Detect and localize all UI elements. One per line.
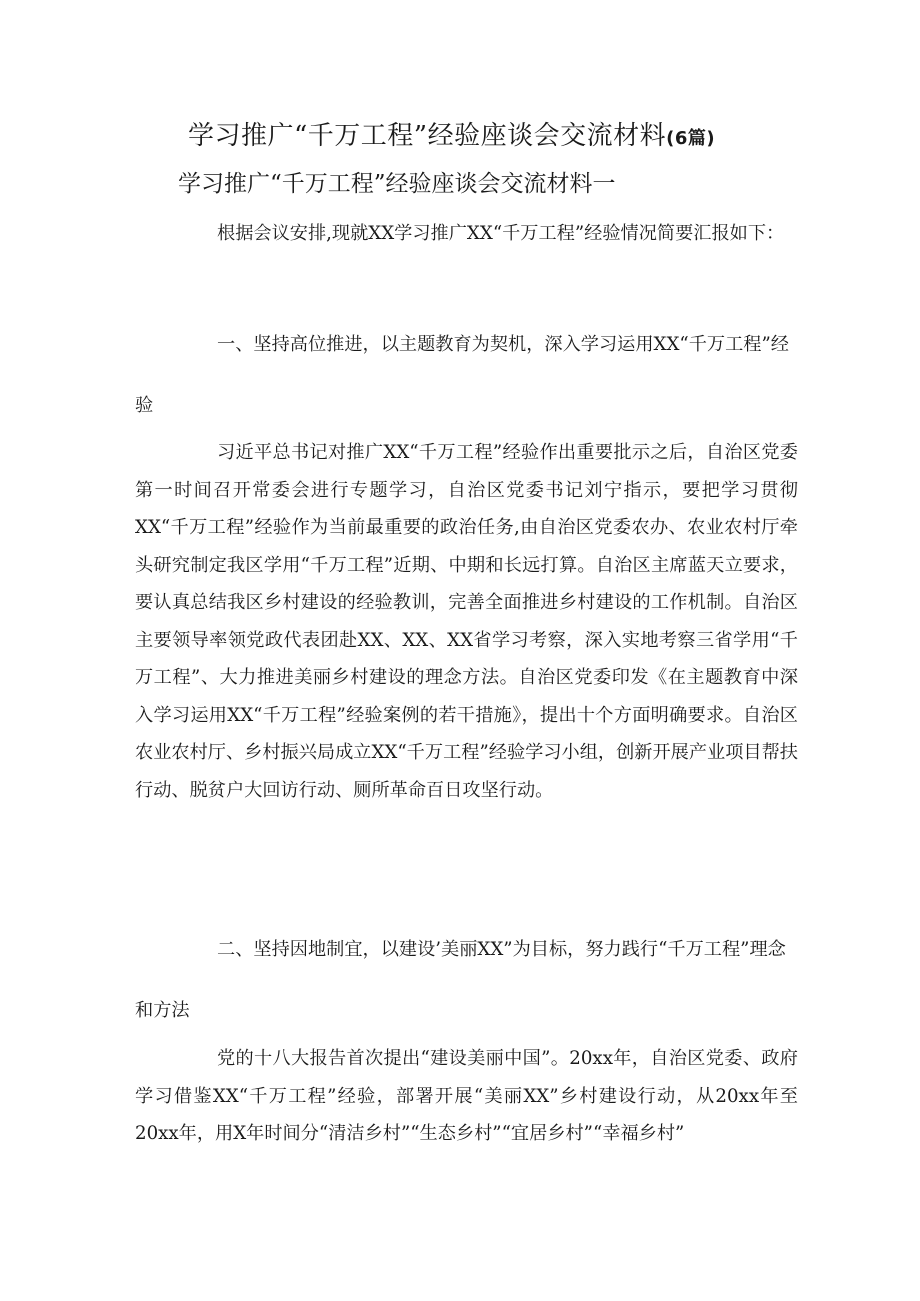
section-2-body: 党的十八大报告首次提出“建设美丽中国”。20xx年，自治区党委、政府学习借鉴XX“千万工程”经验，部署开展“美丽XX”乡村建设行动，从20xx年至20xx年，用X年时间分“清洁乡村”“生态乡村”“宜居乡村”“幸福乡村” [135, 1048, 798, 1144]
section-1-body: 习近平总书记对推广XX“千万工程”经验作出重要批示之后，自治区党委第一时间召开常委会进行专题学习，自治区党委书记刘宁指示，要把学习贯彻XX“千万工程”经验作为当前最重要的政治任务,由自治区党委农办、农业农村厅牵头研究制定我区学用“千万工程”近期、中期和长远打算。自治区主席蓝天立要求，要认真总结我区乡村建设的经验教训，完善全面推进乡村建设的工作机制。自治区主要领导率领党政代表团赴XX、XX、XX省学习考察，深入实地考察三省学用“千万工程”、大力推进美丽乡村建设的理念方法。自治区党委印发《在主题教育中深入学习运用XX“千万工程”经验案例的若干措施》，提出十个方面明确要求。自治区农业农村厅、乡村振兴局成立XX“千万工程”经验学习小组，创新开展产业项目帮扶行动、脱贫户大回访行动、厕所革命百日攻坚行动。 [135, 442, 798, 801]
document-title-count: (6篇) [666, 128, 716, 149]
section-2-heading: 二、坚持因地制宜，以建设’美丽XX”为目标，努力践行“千万工程”理念和方法 [135, 939, 786, 1021]
intro-paragraph: 根据会议安排,现就XX学习推广XX“千万工程”经验情况简要汇报如下： [217, 223, 785, 244]
document-subtitle: 学习推广“千万工程”经验座谈会交流材料一 [178, 171, 616, 197]
section-1-heading: 一、坚持高位推进，以主题教育为契机，深入学习运用XX“千万工程”经验 [135, 334, 789, 416]
document-title-text: 学习推广“千万工程”经验座谈会交流材料 [188, 121, 667, 151]
document-title [188, 118, 715, 157]
